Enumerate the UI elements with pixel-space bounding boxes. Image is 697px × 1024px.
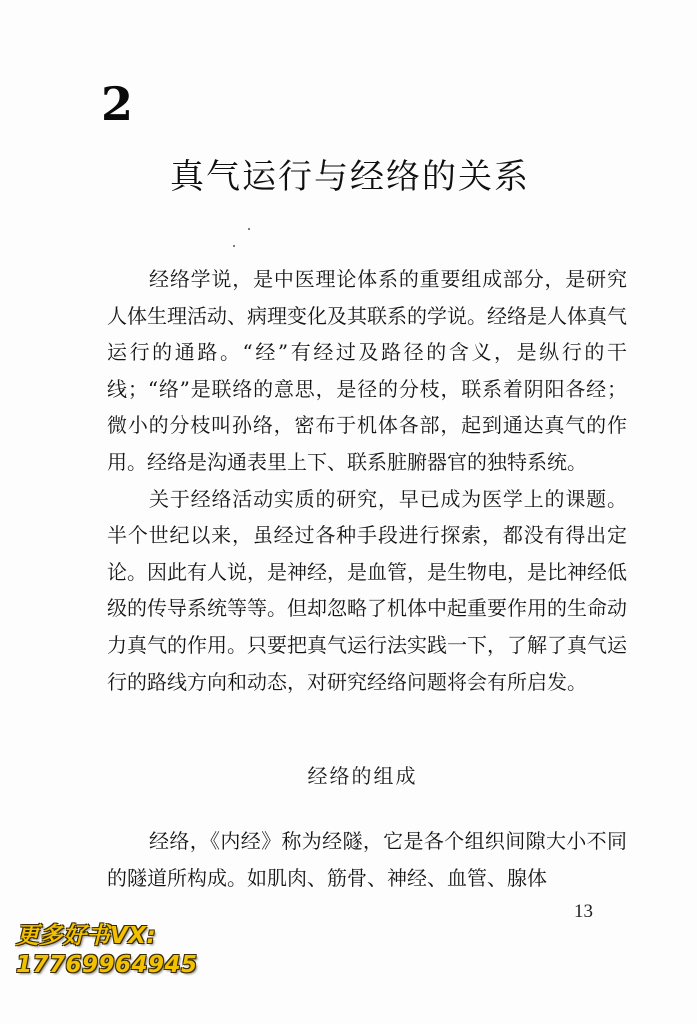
scan-speck — [248, 228, 250, 230]
chapter-title: 真气运行与经络的关系 — [170, 157, 530, 197]
watermark-line: 17769964945 — [16, 952, 198, 978]
scan-speck — [233, 245, 235, 247]
paragraph: 经络，《内经》称为经隧，它是各个组织间隙大小不同的隧道所构成。如肌肉、筋骨、神经、血管、腺体 — [107, 829, 627, 890]
paragraph: 经络学说，是中医理论体系的重要组成部分，是研究人体生理活动、病理变化及其联系的学说。经络是人体真气运行的通路。“经”有经过及路径的含义，是纵行的干线；“络”是联络的意思，是径的分枝，联系着阴阳各经；微小的分枝叫孙络，密布于机体各部，起到通达真气的作用。经络是沟通表里上下、联系脏腑器官的独特系统。 — [107, 267, 627, 474]
chapter-number: 2 — [101, 77, 134, 131]
paragraph: 关于经络活动实质的研究，早已成为医学上的课题。半个世纪以来，虽经过各种手段进行探索，都没有得出定论。因此有人说，是神经，是血管，是生物电，是比神经低级的传导系统等等。但却忽略了机体中起重要作用的生命动力真气的作用。只要把真气运行法实践一下，了解了真气运行的路线方向和动态，对研究经络问题将会有所启发。 — [107, 486, 627, 694]
watermark — [16, 922, 198, 980]
page-number: 13 — [574, 901, 593, 922]
body-text-upper — [107, 261, 627, 700]
watermark-line: 更多好书VX: — [16, 923, 157, 949]
body-text-lower — [107, 823, 627, 896]
section-heading: 经络的组成 — [307, 764, 418, 788]
